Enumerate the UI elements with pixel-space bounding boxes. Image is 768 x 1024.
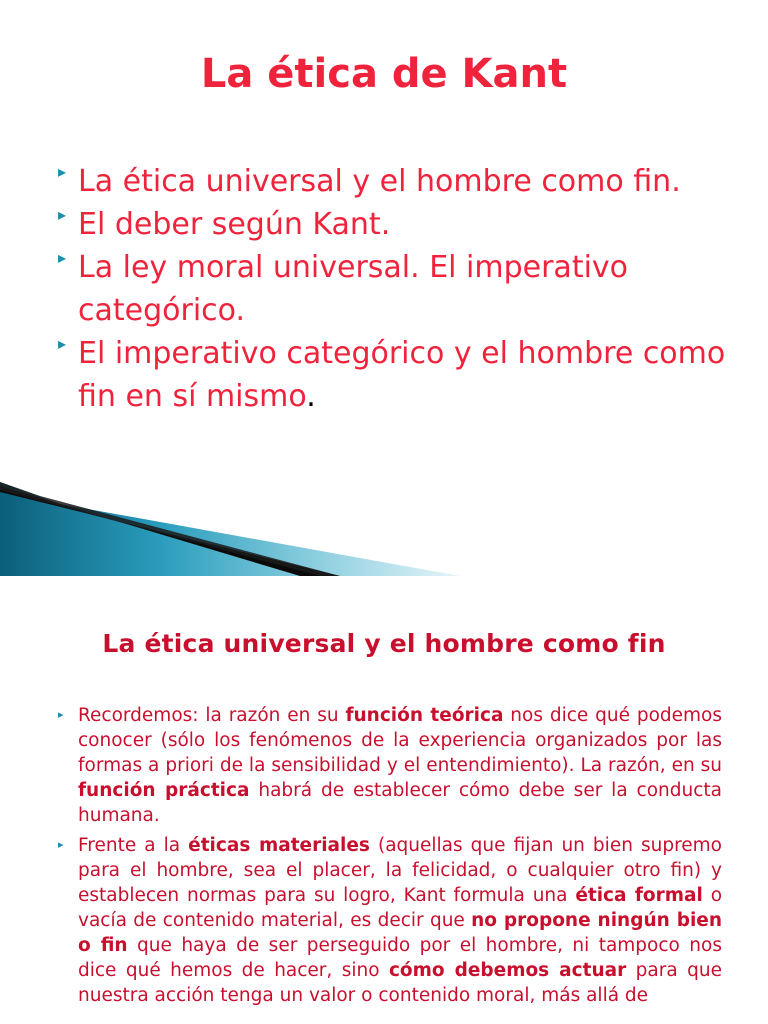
emphasis: éticas materiales	[188, 835, 370, 856]
list-item-text: El imperativo categórico y el hombre como fin en sí mismo	[78, 336, 726, 414]
emphasis: cómo debemos actuar	[388, 960, 627, 981]
list-item	[58, 203, 728, 246]
text-run: para que nuestra acción tenga un valor o contenido moral, más allá de	[78, 960, 722, 1006]
list-item	[58, 246, 728, 332]
text-run: habrá de establecer cómo debe ser la conducta humana.	[78, 780, 722, 826]
text-run: o vacía de contenido material, es decir que	[78, 885, 723, 931]
list-item	[58, 160, 728, 203]
triangle-bullet-icon: ▸	[58, 838, 64, 851]
trailing-period: .	[306, 379, 316, 414]
triangle-bullet-icon: ▸	[58, 334, 67, 353]
emphasis: no propone ningún bien o fin	[78, 910, 722, 956]
text-run: Recordemos: la razón en su	[78, 705, 346, 726]
topic-list	[58, 160, 728, 418]
text-run: (aquellas que fijan un bien supremo para el hombre, sea el placer, la felicidad, o cualquier otro fin) y establecen normas para su logro, Kant formula una	[78, 835, 722, 906]
text-run: que haya de ser perseguido por el hombre, ni tampoco nos dice qué hemos de hacer, sino	[78, 935, 722, 981]
content-list	[58, 703, 722, 1013]
triangle-bullet-icon: ▸	[58, 205, 67, 224]
list-item	[58, 833, 722, 1008]
slide-title: La ética universal y el hombre como fin	[102, 629, 666, 658]
triangle-bullet-icon: ▸	[58, 708, 64, 721]
list-item	[58, 332, 728, 418]
text-run: nos dice qué podemos conocer (sólo los fenómenos de la experiencia organizados por las formas a priori de la sensibilidad y el entendimiento). La razón, en su	[78, 705, 723, 776]
triangle-bullet-icon: ▸	[58, 248, 67, 267]
decorative-swoosh	[0, 482, 460, 576]
emphasis: ética formal	[575, 885, 703, 906]
list-item-text: La ética universal y el hombre como fin.	[78, 164, 681, 199]
list-item-text: La ley moral universal. El imperativo categórico.	[78, 250, 629, 328]
emphasis: función práctica	[78, 780, 250, 801]
triangle-bullet-icon: ▸	[58, 162, 67, 181]
list-item	[58, 703, 722, 828]
slide-title: La ética de Kant	[200, 51, 568, 97]
text-run: Frente a la	[78, 835, 189, 856]
list-item-text: El deber según Kant.	[78, 207, 391, 242]
slide-2	[0, 576, 768, 1024]
emphasis: función teórica	[345, 705, 504, 726]
